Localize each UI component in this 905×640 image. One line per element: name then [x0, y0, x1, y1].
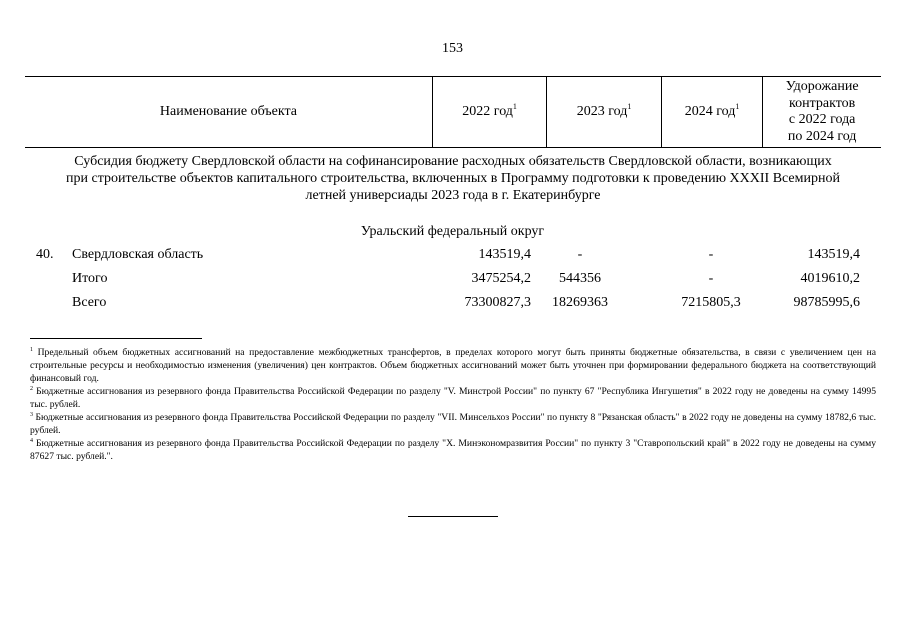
value-rise: 4019610,2 [800, 271, 860, 286]
value-2024: - [708, 247, 714, 262]
table-row [0, 271, 905, 289]
footnote: $^2$ Бюджетные ассигнования из резервного фонда Правительства Российской Федерации по разделу "V. Минстрой России" по пункту 67 "Республика Ингушетия" в 2022 году не доведены на сумму 14995 тыс. рублей. [30, 386, 876, 410]
footnote: $^1$ Предельный объем бюджетных ассигнований на предоставление межбюджетных трансфертов, в пределах которого могут быть приняты бюджетные обязательства, в связи с увеличением цен на строительные ресурсы и необходимостью изменения (увеличения) цен контрактов. Объем бюджетных ассигнований может быть уточнен при формировании федерального бюджета на соответствующий финансовый год. [30, 347, 876, 384]
table-row [0, 295, 905, 313]
value-2022: 143519,4 [478, 247, 531, 262]
value-2023: - [577, 247, 583, 262]
header-object-name: Наименование объекта [25, 77, 432, 148]
value-rise: 98785995,6 [793, 295, 860, 310]
page-number: 153 [442, 41, 463, 56]
row-name: Итого [72, 271, 108, 286]
footnote-divider [30, 338, 202, 339]
end-divider [408, 516, 498, 517]
header-2024: 2024 год$^1$ [661, 77, 763, 148]
value-rise: 143519,4 [807, 247, 860, 262]
row-name: Всего [72, 295, 107, 310]
footnote: $^3$ Бюджетные ассигнования из резервного фонда Правительства Российской Федерации по разделу "VII. Минсельхоз России" по пункту 8 "Рязанская область" в 2022 году не доведены на сумму 18782,6 тыс. рублей. [30, 412, 876, 436]
row-number: 40. [36, 247, 54, 262]
value-2023: 18269363 [552, 295, 608, 310]
table-header-row [25, 77, 881, 148]
footnotes [30, 346, 876, 463]
header-contract-rise: Удорожание контрактов с 2022 года по 2024 год [763, 77, 881, 148]
district-heading: Уральский федеральный округ [360, 224, 545, 239]
row-name: Свердловская область [72, 247, 204, 262]
table-row [0, 247, 905, 265]
value-2024: 7215805,3 [681, 295, 741, 310]
value-2022: 3475254,2 [471, 271, 531, 286]
value-2023: 544356 [559, 271, 601, 286]
value-2022: 73300827,3 [464, 295, 531, 310]
budget-table-header [25, 76, 881, 148]
footnote: $^4$ Бюджетные ассигнования из резервного фонда Правительства Российской Федерации по разделу "X. Минэкономразвития России" по пункту 3 "Ставропольский край" в 2022 году не доведены на сумму 87627 тыс. рублей.". [30, 438, 876, 462]
section-title: Субсидия бюджету Свердловской области на софинансирование расходных обязательств Свердловской области, возникающих при строительстве объектов капитального строительства, включенных в Программу подготовки к проведению XXXII Всемирной летней универсиады 2023 года в г. Екатеринбурге [66, 154, 840, 203]
header-2023: 2023 год$^1$ [547, 77, 661, 148]
value-2024: - [708, 271, 714, 286]
header-2022: 2022 год$^1$ [432, 77, 546, 148]
